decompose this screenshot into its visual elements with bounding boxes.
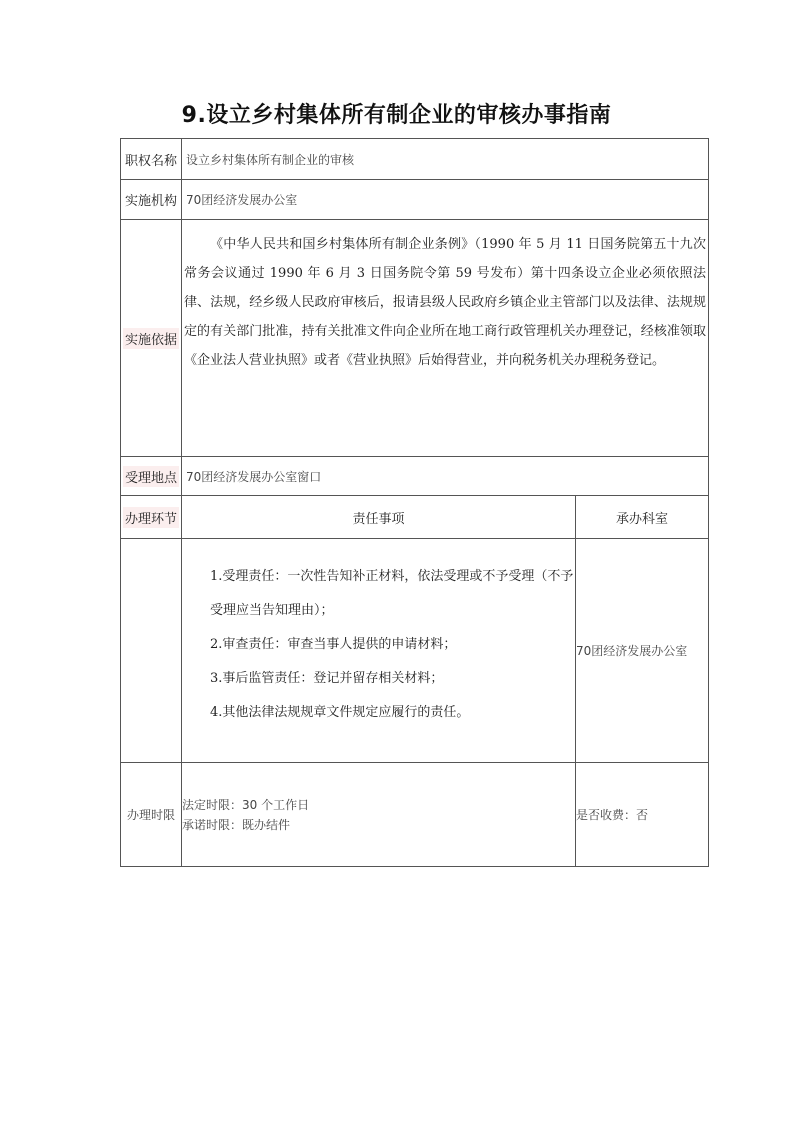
duty-item: 3.事后监管责任：登记并留存相关材料； xyxy=(210,671,444,686)
location-label: 受理地点 xyxy=(121,457,181,495)
duty-column-header: 责任事项 xyxy=(352,511,405,527)
page-title: 9.设立乡村集体所有制企业的审核办事指南 xyxy=(181,103,612,128)
duty-item: 1.受理责任：一次性告知补正材料，依法受理或不予受理（不予受理应当告知理由）； xyxy=(210,569,574,618)
process-label: 办理环节 xyxy=(121,496,181,538)
duty-item: 2.审查责任：审查当事人提供的申请材料； xyxy=(210,637,457,652)
agency-value: 70团经济发展办公室 xyxy=(186,193,298,207)
promise-time-limit: 承诺时限：既办结件 xyxy=(182,817,291,832)
office-value: 70团经济发展办公室 xyxy=(576,644,688,658)
time-limit-values xyxy=(182,763,575,866)
power-name-value: 设立乡村集体所有制企业的审核 xyxy=(186,152,355,167)
power-name-label: 职权名称 xyxy=(124,153,177,169)
time-limit-label: 办理时限 xyxy=(126,808,175,822)
duty-item: 4.其他法律法规规章文件规定应履行的责任。 xyxy=(210,705,470,720)
office-column-header: 承办科室 xyxy=(615,511,668,527)
fee-value: 是否收费：否 xyxy=(576,808,649,822)
basis-label: 实施依据 xyxy=(121,220,181,456)
agency-label: 实施机构 xyxy=(124,194,177,209)
guide-table xyxy=(120,138,709,867)
duty-list xyxy=(182,560,575,750)
location-value: 70团经济发展办公室窗口 xyxy=(186,469,322,484)
basis-text: 《中华人民共和国乡村集体所有制企业条例》（1990 年 5 月 11 日国务院第五十九次常务会议通过 1990 年 6 月 3 日国务院令第 59 号发布）第十四条设立企业必须依照法律、法规，经乡级人民政府审核后，报请县级人民政府乡镇企业主管部门以及法律、法规规定的有关部门批准，持有关批准文件向企业所在地工商行政管理机关办理登记，经核准领取《企业法人营业执照》或者《营业执照》后始得营业，并向税务机关办理税务登记。 xyxy=(184,237,706,368)
legal-time-limit: 法定时限：30 个工作日 xyxy=(182,797,310,812)
